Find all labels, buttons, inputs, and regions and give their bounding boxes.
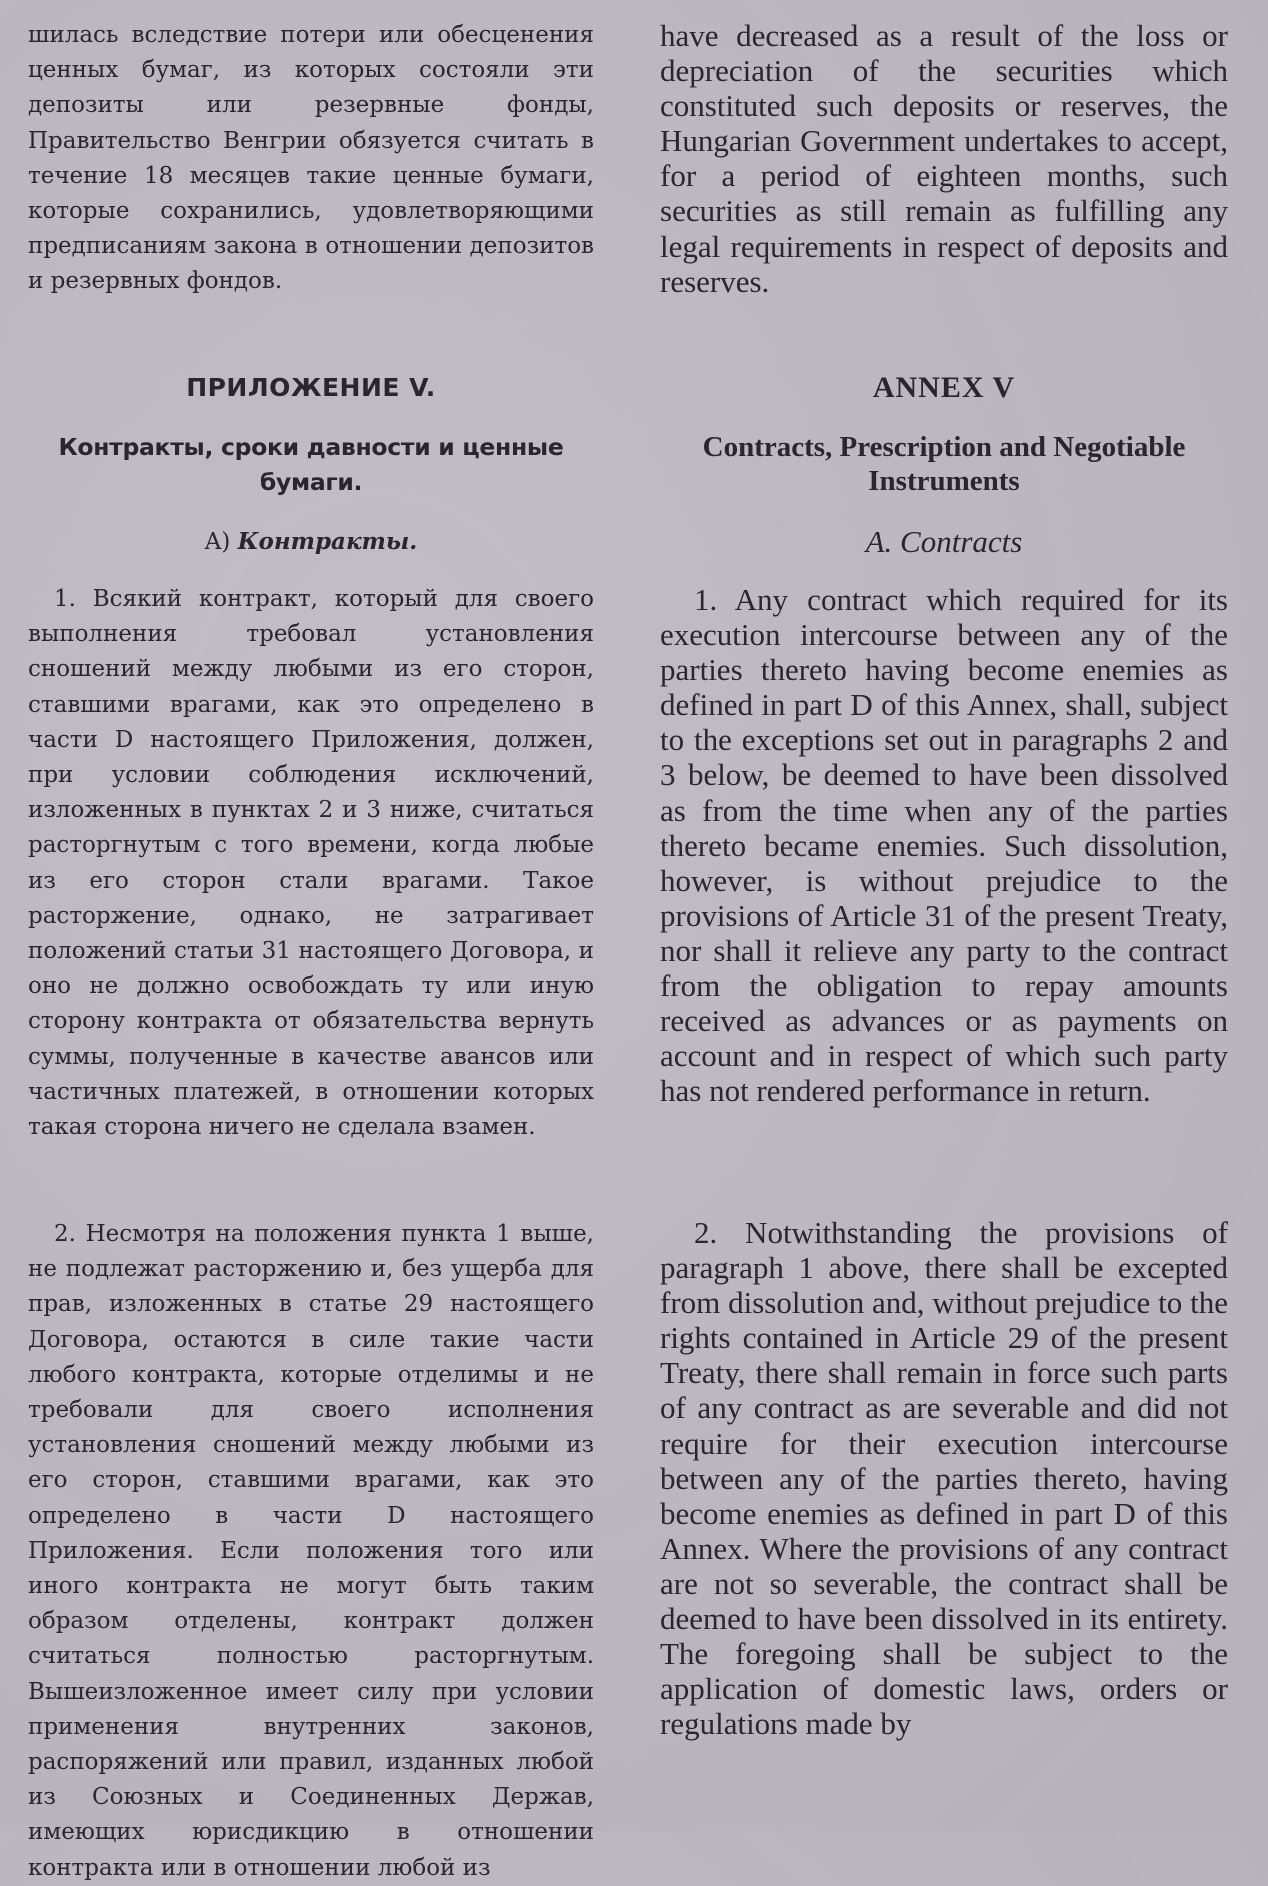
russian-paragraph-2: 2. Несмотря на положения пункта 1 выше, не подлежат расторжению и, без ущерба для прав, изложенных в статье 29 настоящего Договора, остаются в силе такие части любого контракта, которые отделимы и не требовали для своего исполнения установления сношений между любыми из его сторон, ставшими врагами, как это определено в части D настоящего Приложения. Если положения того или иного контракта не могут быть таким образом отделены, контракт должен считаться полностью расторгнутым. Вышеизложенное имеет силу при условии применения внутренних законов, распоряжений или правил, изданных любой из Союзных и Соединенных Держав, имеющих юрисдикцию в отношении контракта или в отношении любой из <box>28 1221 594 1881</box>
russian-annex-title: ПРИЛОЖЕНИЕ V. <box>186 373 436 402</box>
russian-section-title: Контракты. <box>237 528 418 555</box>
russian-paragraph-1: 1. Всякий контракт, который для своего выполнения требовал установления сношений между любыми из его сторон, ставшими врагами, как это определено в части D настоящего Приложения, должен, при условии соблюдения исключений, изложенных в пунктах 2 и 3 ниже, считаться расторгнутым с того времени, когда любые из его сторон стали врагами. Такое расторжение, однако, не затрагивает положений статьи 31 настоящего Договора, и оно не должно освобождать ту или иную сторону контракта от обязательства вернуть суммы, полученные в качестве авансов или частичных платежей, в отношении которых такая сторона ничего не сделала взамен. <box>28 586 594 1141</box>
english-paragraph-2: 2. Notwithstanding the provisions of paragraph 1 above, there shall be excepted from dissolution and, without prejudice to the rights contained in Article 29 of the present Treaty, there shall remain in force such parts of any contract as are severable and did not require for their execution intercourse between any of the parties thereto, having become enemies as defined in part D of this Annex. Where the provisions of any contract are not so severable, the contract shall be deemed to have been dissolved in its entirety. The foregoing shall be subject to the application of domestic laws, orders or regulations made by <box>660 1215 1228 1742</box>
russian-section-label: A) <box>204 529 231 555</box>
russian-annex-subtitle: Контракты, сроки давности и ценные бумаги. <box>58 433 564 497</box>
russian-lead-paragraph: шилась вследствие потери или обесценения ценных бумаг, из которых состояли эти депозиты или резервные фонды, Правительство Венгрии обязуется считать в течение 18 месяцев такие ценные бумаги, которые сохранились, удовлетворяющими предписаниям закона в отношении депозитов и резервных фондов. <box>28 22 594 295</box>
english-lead-paragraph: have decreased as a result of the loss or depreciation of the securities which constituted such deposits or reserves, the Hungarian Government undertakes to accept, for a period of eighteen months, such securities as still remain as fulfilling any legal requirements in respect of deposits and reserves. <box>660 18 1228 299</box>
english-paragraph-1: 1. Any contract which required for its execution intercourse between any of the parties thereto having become enemies as defined in part D of this Annex, shall, subject to the exceptions set out in paragraphs 2 and 3 below, be deemed to have been dissolved as from the time when any of the parties thereto became enemies. Such dissolution, however, is without prejudice to the provisions of Article 31 of the present Treaty, nor shall it relieve any party to the contract from the obligation to repay amounts received as advances or as payments on account and in respect of which such party has not rendered performance in return. <box>660 582 1228 1109</box>
english-section-title: A. Contracts <box>865 524 1023 559</box>
english-annex-title: ANNEX V <box>872 371 1016 404</box>
russian-section-heading <box>28 524 594 560</box>
english-annex-subtitle: Contracts, Prescription and Negotiable Instruments <box>702 431 1186 497</box>
